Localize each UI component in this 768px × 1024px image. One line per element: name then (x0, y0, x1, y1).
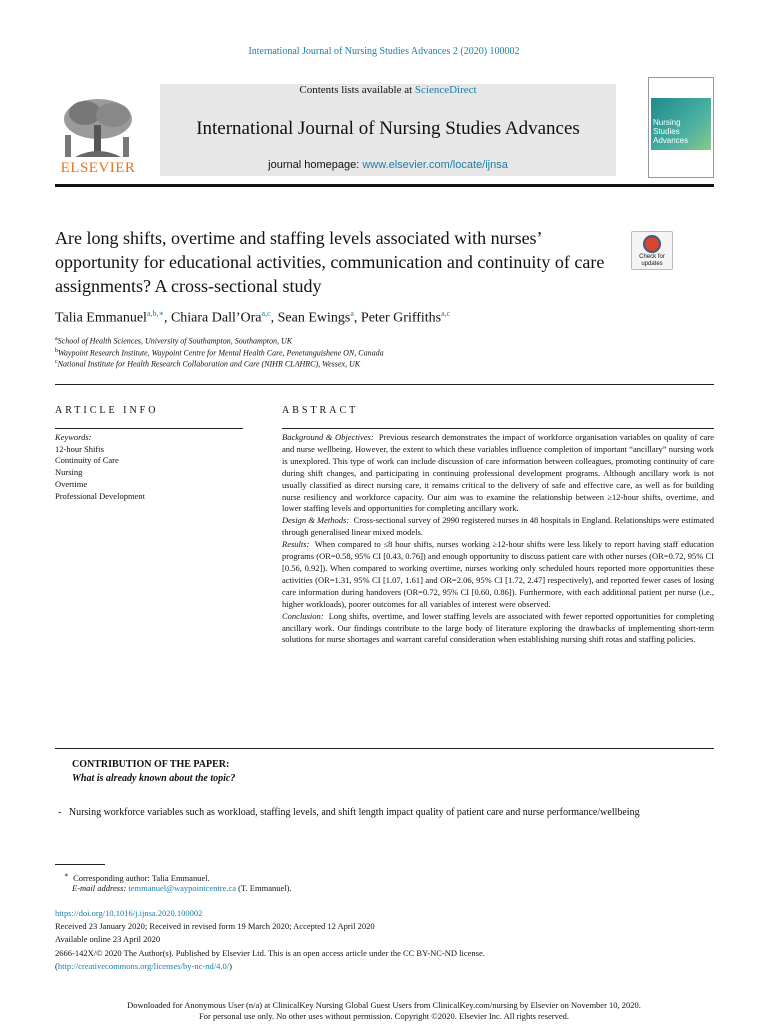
crossmark-icon (643, 235, 661, 253)
abstract-section (282, 515, 714, 539)
affiliation-text: School of Health Sciences, University of Southampton, Southampton, UK (57, 336, 293, 346)
download-notice-line: Downloaded for Anonymous User (n/a) at ClinicalKey Nursing Global Guest Users from ClinicalKey.com/nursing by Elsevier on November 10, 2020. (127, 1000, 641, 1010)
crossmark-badge[interactable] (631, 231, 673, 270)
author-name[interactable]: Talia Emmanuel (55, 310, 147, 326)
abstract-rule (282, 428, 714, 429)
keyword: Continuity of Care (55, 455, 119, 466)
copyright-line: 2666-142X/© 2020 The Author(s). Published by Elsevier Ltd. This is an open access article under the CC BY-NC-ND license. (55, 948, 485, 958)
corresponding-author-note (64, 870, 210, 883)
keywords-block (55, 432, 255, 502)
author-name[interactable]: Chiara Dall’Ora (170, 310, 262, 326)
license-link[interactable]: http://creativecommons.org/licenses/by-nc-nd/4.0/ (57, 961, 230, 971)
affiliation (55, 348, 715, 358)
abstract-body (282, 432, 714, 646)
elsevier-wordmark: ELSEVIER (60, 160, 136, 176)
abstract-section-text: Previous research demonstrates the impact of workforce organisation variables on quality of care and nurse wellbeing. However, the extent to which these variables influence completion of important “ancillary” nursing work is unexplored. This type of work can include discussion of care information between colleagues, promoting continuity of care during shift changes, and participating in continuing professional development programs. Although ancillary work is not usually classified as direct nursing care, it remains critical to the delivery of safe and effective care, as well as for building nurse resiliency and workforce capacity. Our aim was to examine the relationship between ≥12-hour shifts, overtime, and lower staffing levels and opportunities for completing ancillary work. (282, 432, 715, 514)
homepage-prefix: journal homepage: (268, 159, 363, 171)
affiliation-mark: c (55, 359, 58, 365)
license-line (55, 960, 232, 972)
contribution-question: What is already known about the topic? (72, 773, 236, 784)
abstract-section-text: Long shifts, overtime, and lower staffing levels are associated with fewer reported opportunities for completing ancillary work. Our findings contribute to the large body of literature exploring the drawbacks of implementing short-term solutions for nurse shortages and warrant careful consideration when establishing nursing shift rotas and staffing policies. (282, 610, 714, 645)
journal-title: International Journal of Nursing Studies Advances (196, 118, 580, 139)
abstract-section-text: Cross-sectional survey of 2990 registered nurses in 48 hospitals in England. Relationships were estimated through generalised linear mixed models. (282, 515, 715, 538)
affiliation-mark: a (55, 336, 58, 342)
author-name[interactable]: Sean Ewings (277, 310, 351, 326)
received-dates: Received 23 January 2020; Received in revised form 19 March 2020; Accepted 12 April 2020 (55, 921, 375, 931)
header-rule (55, 184, 714, 187)
doi-link[interactable]: https://doi.org/10.1016/j.ijnsa.2020.100002 (55, 908, 203, 918)
affiliation-text: Waypoint Research Institute, Waypoint Centre for Mental Health Care, Penetanguishene ON, Canada (58, 348, 384, 358)
email-note (72, 883, 292, 893)
abstract-section (282, 539, 714, 610)
abstract-bottom-rule (55, 748, 714, 749)
abstract-section-label: Design & Methods: (282, 515, 350, 526)
affiliation (55, 359, 715, 369)
corresponding-text: Corresponding author: Talia Emmanuel. (73, 872, 210, 883)
keyword: Professional Development (55, 490, 145, 501)
download-notice-line: For personal use only. No other uses without permission. Copyright ©2020. Elsevier Inc. All rights reserved. (199, 1011, 569, 1021)
keyword: 12-hour Shifts (55, 443, 104, 454)
abstract-section-label: Conclusion: (282, 610, 324, 621)
license-paren: ( (55, 961, 58, 971)
contents-line (160, 84, 616, 96)
footnote-star: ∗ (64, 871, 69, 879)
abstract-section-text: When compared to ≤8 hour shifts, nurses working ≥12-hour shifts were less likely to report having staff education programs (OR=0.58, 95% CI [0.43, 0.76]) and enough opportunity to discuss patient care with other nurses (OR=0.72, 95% CI [0.56, 0.92]). When compared to working overtime, nurses working only scheduled hours reported more opportunities these activities (OR=1.31, 95% CI [1.07, 1.61] and OR=2.06, 95% CI [1.72, 2.47] respectively), and reported fewer cases of losing care information during handovers (OR=0.72, 95% CI [0.60, 0.86]). Furthermore, with each additional patient per nurse (i.e., higher workloads), poorer outcomes for all variables of interest were observed. (282, 539, 714, 609)
author-affil-mark[interactable]: a,c (261, 309, 271, 318)
homepage-line (160, 159, 616, 171)
abstract-section-label: Background & Objectives: (282, 432, 374, 442)
article-info-heading: ARTICLE INFO (55, 405, 159, 416)
author-affil-mark[interactable]: a,b,∗ (146, 309, 164, 318)
author-list (55, 309, 715, 327)
abstract-section-label: Results: (282, 539, 310, 550)
license-paren: ) (229, 961, 232, 971)
sciencedirect-link[interactable]: ScienceDirect (414, 84, 477, 96)
email-link[interactable]: temmanuel@waypointcentre.ca (128, 883, 237, 893)
author-separator: , (270, 310, 278, 326)
email-label: E-mail address: (72, 883, 127, 893)
journal-cover-thumbnail[interactable] (648, 77, 714, 178)
crossmark-label: Check for updates (639, 254, 665, 267)
cover-title (653, 118, 711, 145)
journal-citation[interactable]: International Journal of Nursing Studies Advances 2 (2020) 100002 (248, 46, 520, 57)
affiliation-text: National Institute for Health Research Collaboration and Care (NIHR CLAHRC), Wessex, UK (57, 359, 361, 369)
email-suffix: (T. Emmanuel). (238, 883, 292, 893)
cover-line: Advances (653, 136, 689, 145)
keyword: Overtime (55, 478, 88, 489)
paper-title: Are long shifts, overtime and staffing levels associated with nurses’ opportunity for educational activities, communication and continuity of care assignments? A cross-sectional study (55, 228, 605, 296)
article-info-rule (55, 428, 243, 429)
affiliation-mark: b (55, 348, 58, 354)
author-separator: , (353, 310, 361, 326)
available-online: Available online 23 April 2020 (55, 934, 161, 944)
abstract-section (282, 432, 714, 515)
contribution-heading: CONTRIBUTION OF THE PAPER: (72, 759, 230, 770)
author-affil-mark[interactable]: a (350, 309, 354, 318)
affiliation (55, 336, 715, 346)
keyword: Nursing (55, 467, 83, 478)
author-name[interactable]: Peter Griffiths (360, 310, 442, 326)
cover-line: Studies (653, 127, 680, 136)
contents-prefix: Contents lists available at (299, 84, 415, 96)
author-affil-mark[interactable]: a,c (441, 309, 451, 318)
bullet-marker: - (58, 807, 62, 818)
affiliation-rule (55, 384, 714, 385)
homepage-link[interactable]: www.elsevier.com/locate/ijnsa (362, 159, 508, 171)
cover-line: Nursing (653, 118, 681, 127)
contribution-bullet (58, 806, 714, 820)
footnote-rule (55, 864, 105, 865)
abstract-section (282, 611, 714, 647)
keywords-label: Keywords: (55, 432, 92, 442)
bullet-text: Nursing workforce variables such as workload, staffing levels, and shift length impact quality of patient care and nurse performance/wellbeing (68, 807, 640, 818)
author-separator: , (163, 310, 171, 326)
abstract-heading: ABSTRACT (282, 405, 359, 416)
